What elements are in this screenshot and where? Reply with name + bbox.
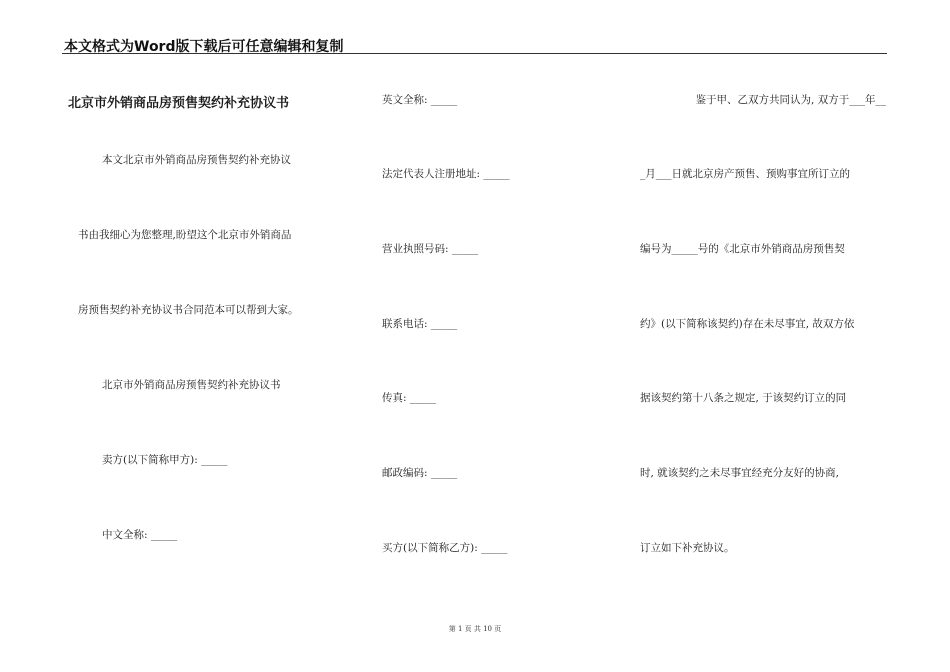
- intro-line-2: 书由我细心为您整理,盼望这个北京市外销商品: [78, 229, 292, 241]
- license-number-line: 营业执照号码: _____: [382, 243, 479, 255]
- legal-address-line: 法定代表人注册地址: _____: [382, 168, 510, 180]
- header-banner: 本文格式为Word版下载后可任意编辑和复制: [64, 39, 344, 55]
- column-1: [64, 0, 334, 672]
- body-line-7: 订立如下补充协议。: [640, 542, 735, 554]
- fax-line: 传真: _____: [382, 392, 437, 404]
- body-line-1: 鉴于甲、乙双方共同认为, 双方于___年__: [695, 94, 886, 106]
- body-line-2: _月___日就北京房产预售、预购事宜所订立的: [640, 168, 850, 180]
- buyer-line: 买方(以下简称乙方): _____: [382, 542, 508, 554]
- page-footer: 第 1 页 共 10 页: [448, 625, 502, 633]
- english-name-line: 英文全称: _____: [382, 94, 458, 106]
- seller-line: 卖方(以下简称甲方): _____: [102, 454, 228, 466]
- body-line-5: 据该契约第十八条之规定, 于该契约订立的同: [640, 392, 847, 404]
- body-line-4: 约》(以下简称该契约)存在未尽事宜, 故双方依: [640, 318, 855, 330]
- postal-code-line: 邮政编码: _____: [382, 467, 458, 479]
- column-3: [640, 0, 890, 672]
- document-title: 北京市外销商品房预售契约补充协议书: [68, 96, 290, 111]
- intro-line-3: 房预售契约补充协议书合同范本可以帮到大家。: [78, 304, 299, 316]
- agreement-heading: 北京市外销商品房预售契约补充协议书: [102, 379, 281, 391]
- intro-line-1: 本文北京市外销商品房预售契约补充协议: [102, 154, 291, 166]
- phone-line: 联系电话: _____: [382, 318, 458, 330]
- column-2: [382, 0, 612, 672]
- chinese-name-line: 中文全称: _____: [102, 529, 178, 541]
- body-line-3: 编号为_____号的《北京市外销商品房预售契: [640, 243, 845, 255]
- body-line-6: 时, 就该契约之未尽事宜经充分友好的协商,: [640, 467, 840, 479]
